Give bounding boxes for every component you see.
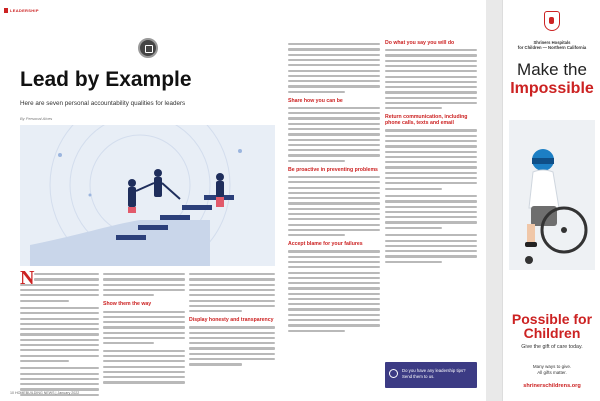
page-footer: 10 HOMEBUILDING NEWS | January 2022 [10, 391, 80, 395]
ad-headline-impossible: Impossible [510, 80, 594, 97]
sidebar-advertisement[interactable] [502, 0, 600, 401]
ad-ways-to-give: Many ways to give. All gifts matter. [532, 364, 572, 375]
ad-url-link[interactable]: shrinerschildrens.org [523, 383, 581, 389]
subhead-7: Return communication, including phone calls, texts and email [385, 114, 468, 127]
body-column-1 [20, 267, 99, 396]
ad-headline-make: Make the [517, 60, 587, 79]
body-column-4 [288, 40, 380, 332]
column-logo-icon [138, 38, 158, 58]
tips-callout[interactable] [385, 362, 477, 388]
ad-headline-possible: Possible for Children [511, 311, 593, 341]
hero-illustration [20, 125, 275, 266]
article-byline: By Personal Alves [20, 116, 53, 121]
section-marker [4, 8, 8, 13]
body-column-3 [189, 270, 275, 366]
page-gutter [486, 0, 502, 401]
body-column-2 [103, 270, 185, 384]
subhead-2: Share how you can be [288, 97, 343, 104]
ad-photo-child-wheelchair [509, 120, 595, 270]
article-subtitle: Here are seven personal accountability qualities for leaders [20, 100, 186, 107]
section-label: LEADERSHIP [10, 8, 39, 13]
subhead-1: Show them the way [103, 301, 152, 308]
drop-cap: N [20, 267, 35, 289]
subhead-5: Accept blame for your failures [288, 241, 363, 248]
ad-tagline: Give the gift of care today. [521, 344, 583, 350]
subhead-6: Do what you say you will do [385, 40, 455, 46]
subhead-4: Be proactive in preventing problems [288, 166, 378, 173]
lightbulb-icon [389, 369, 398, 378]
article-title: Lead by Example [20, 68, 192, 91]
shriners-logo-icon [544, 11, 560, 31]
body-column-5 [385, 40, 477, 263]
subhead-3: Display honesty and transparency [189, 317, 274, 324]
ad-organization: Shriners Hospitals for Children — Northern California [517, 40, 587, 50]
callout-text: Do you have any leadership tips? Send them to us. [402, 368, 466, 379]
